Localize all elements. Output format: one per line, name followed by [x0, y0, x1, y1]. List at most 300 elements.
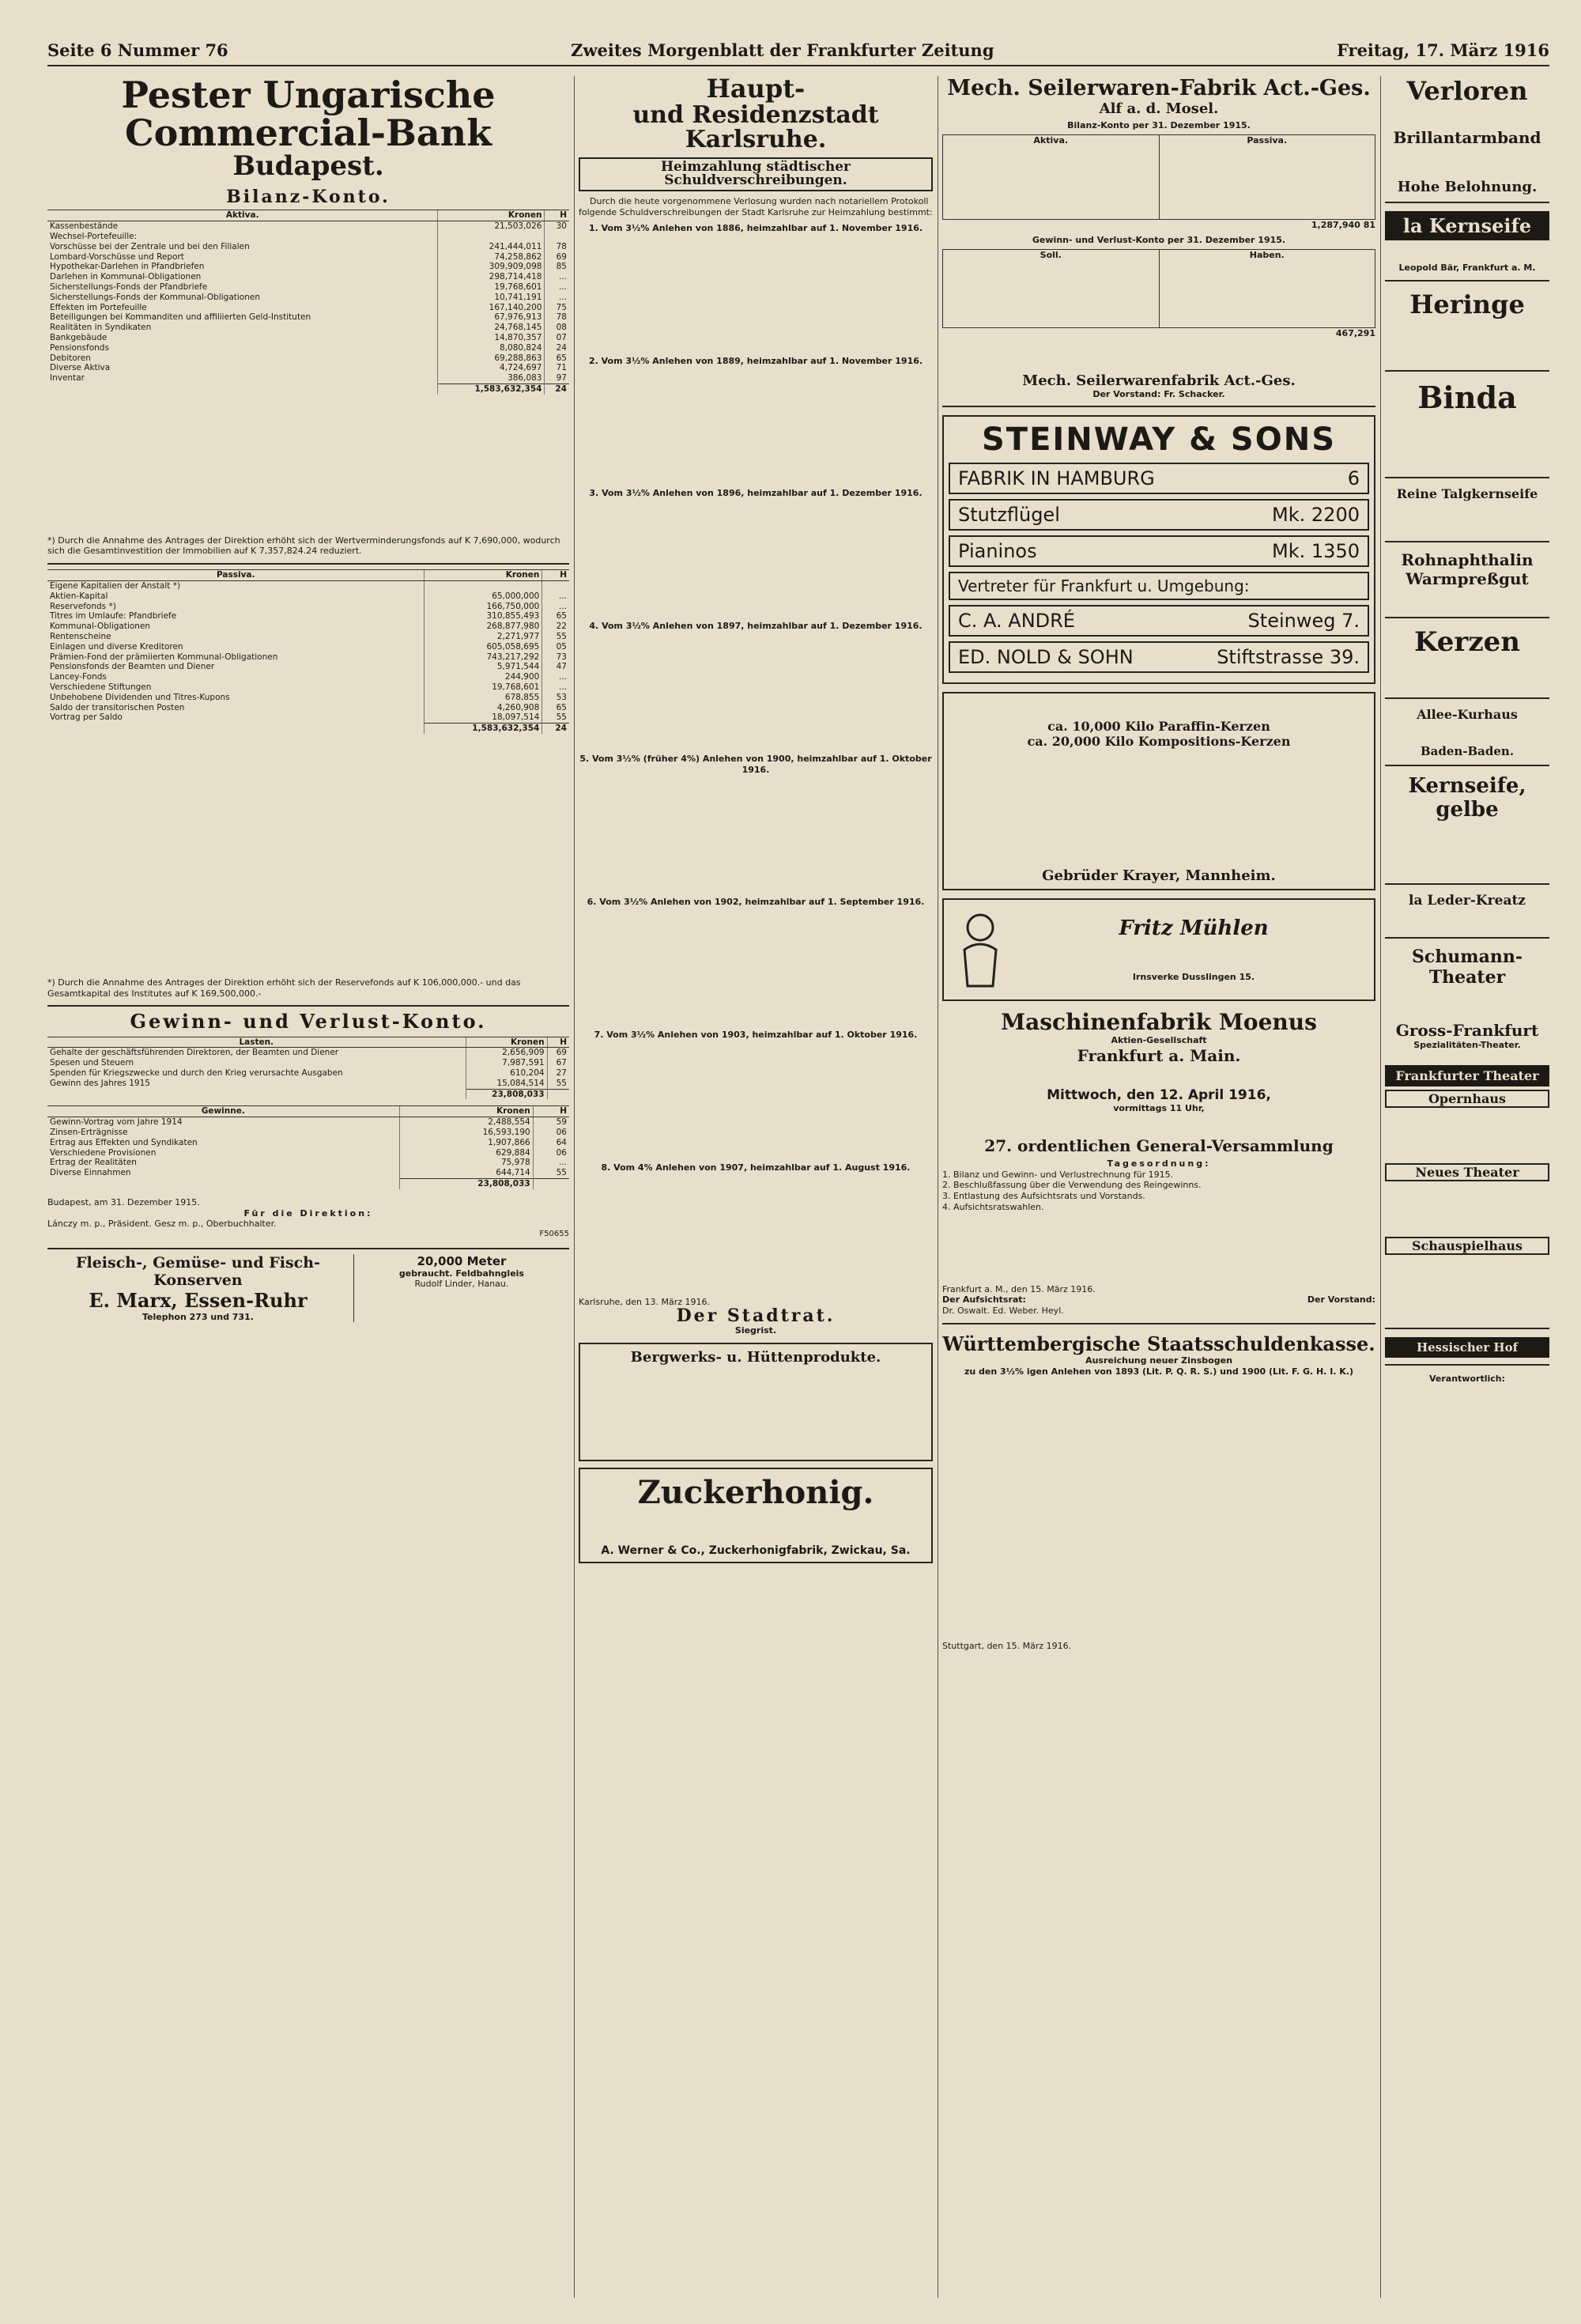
ad-meter-title: 20,000 Meter — [417, 1253, 507, 1268]
ffm-theater-title: Frankfurter Theater — [1385, 1065, 1549, 1086]
karlsruhe-number-list — [579, 499, 933, 618]
passiva-table — [47, 569, 569, 734]
steinway-vertreter-text: Vertreter für Frankfurt u. Umgebung: — [958, 576, 1250, 596]
seil-vorstand: Mech. Seilerwarenfabrik Act.-Ges. — [1022, 372, 1296, 389]
row-label: Titres im Umlaufe: Pfandbriefe — [50, 611, 177, 622]
karlsruhe-intro: Durch die heute vorgenommene Verlosung wurden nach notariellem Protokoll folgende Schuldverschreibungen der Stadt Karlsruhe zur Heimzahlung bestimmt: — [579, 196, 933, 218]
row-h: 78 — [545, 242, 569, 252]
ad-zucker-firm: A. Werner & Co., Zuckerhonigfabrik, Zwickau, Sa. — [601, 1544, 911, 1558]
gewinne-row — [47, 1128, 569, 1138]
row-h: ... — [545, 293, 569, 303]
sign-place: Budapest, am 31. Dezember 1915. — [47, 1196, 200, 1207]
aktiva-total-h: 24 — [545, 384, 569, 394]
brillant-text — [1385, 147, 1549, 179]
karlsruhe-number-list — [579, 1173, 933, 1292]
seil-passiva: Passiva. — [1247, 134, 1288, 145]
divider — [47, 563, 569, 565]
aktiva-heading: Aktiva. — [47, 210, 438, 221]
wuertt-sub: Ausreichung neuer Zinsbogen — [1085, 1355, 1232, 1366]
steinway-price-row — [949, 499, 1369, 531]
row-kronen: 678,855 — [424, 693, 542, 703]
steinway-model: Pianinos — [958, 540, 1037, 563]
moenus-intro — [942, 1065, 1375, 1087]
passiva-row — [47, 602, 569, 612]
row-label: Eigene Kapitalien der Anstalt *) — [50, 581, 181, 591]
row-label: Zinsen-Erträgnisse — [50, 1128, 128, 1138]
passiva-row — [47, 642, 569, 652]
seil-aktiva-lines — [943, 146, 1159, 219]
passiva-row — [47, 712, 569, 723]
moenus-agenda-title: Tagesordnung: — [1107, 1158, 1211, 1169]
moenus-date: Mittwoch, den 12. April 1916, — [1047, 1087, 1271, 1103]
ad-muehlen — [942, 898, 1375, 1001]
row-h: 08 — [545, 323, 569, 333]
row-h: ... — [542, 602, 569, 612]
row-h: 55 — [542, 712, 569, 723]
aktiva-row — [47, 282, 569, 293]
aktiva-row — [47, 303, 569, 313]
karlsruhe-title-1: Haupt- — [706, 76, 806, 104]
row-kronen: 16,593,190 — [399, 1128, 533, 1138]
steinway-andre — [949, 605, 1369, 637]
row-h: 85 — [545, 262, 569, 272]
karlsruhe-number-list — [579, 1041, 933, 1159]
row-kronen: 15,084,514 — [466, 1079, 547, 1089]
muehlen-text — [1018, 940, 1369, 972]
verloren-text — [1385, 106, 1549, 128]
row-label: Diverse Aktiva — [50, 363, 111, 373]
row-h: ... — [533, 1158, 569, 1168]
bottom-ads — [47, 1248, 569, 1323]
passiva-row — [47, 662, 569, 672]
seil-total-h: 81 — [1363, 219, 1375, 230]
karlsruhe-sections — [579, 223, 933, 1292]
col-kronen: Kronen — [424, 570, 542, 581]
row-kronen: 18,097,514 — [424, 712, 542, 723]
row-label: Kassenbestände — [50, 221, 119, 232]
gewinne-total: 23,808,033 — [399, 1179, 533, 1189]
verantwortlich — [1385, 1374, 1549, 1429]
row-h — [545, 232, 569, 242]
steinway-andre-addr: Steinweg 7. — [1247, 610, 1360, 633]
moenus-names: Dr. Oswalt. Ed. Weber. Heyl. — [942, 1306, 1064, 1316]
ad-talgkernseife — [1385, 486, 1549, 542]
aktiva-row — [47, 221, 569, 232]
heringe-title: Heringe — [1409, 289, 1525, 319]
heringe-text — [1385, 319, 1549, 364]
steinway-nold — [949, 641, 1369, 673]
moenus-ar: Der Aufsichtsrat: — [942, 1294, 1026, 1306]
row-kronen: 14,870,357 — [438, 333, 545, 343]
schumann-text — [1385, 988, 1549, 1021]
gewinne-row — [47, 1148, 569, 1158]
stadtrat: Der Stadtrat. — [676, 1306, 836, 1327]
lasten-table — [47, 1037, 569, 1100]
ad-zucker-text — [585, 1511, 926, 1544]
moenus-place: Frankfurt a. M., den 15. März 1916. — [942, 1283, 1096, 1294]
row-label: Sicherstellungs-Fonds der Kommunal-Obligationen — [50, 292, 260, 302]
row-kronen: 4,724,697 — [438, 363, 545, 373]
row-label: Aktien-Kapital — [50, 591, 108, 601]
passiva-heading: Passiva. — [47, 570, 424, 581]
row-kronen: 4,260,908 — [424, 703, 542, 713]
sign-names: Lánczy m. p., Präsident. Gesz m. p., Oberbuchhalter. — [47, 1219, 277, 1230]
row-label: Diverse Einnahmen — [50, 1168, 131, 1178]
gross-sub: Spezialitäten-Theater. — [1413, 1039, 1521, 1050]
row-kronen: 2,271,977 — [424, 632, 542, 642]
karlsruhe-section-heading: 3. Vom 3½% Anlehen von 1896, heimzahlbar auf 1. Dezember 1916. — [589, 488, 923, 499]
kerzen-title: Kerzen — [1413, 625, 1520, 658]
karlsruhe-section-heading: 6. Vom 3½% Anlehen von 1902, heimzahlbar auf 1. September 1916. — [587, 897, 925, 908]
row-h: 30 — [545, 221, 569, 232]
krayer-firm: Gebrüder Krayer, Mannheim. — [1042, 867, 1276, 885]
row-kronen: 74,258,862 — [438, 252, 545, 263]
aktiva-row — [47, 333, 569, 343]
row-kronen: 21,503,026 — [438, 221, 545, 232]
row-h: 67 — [547, 1058, 569, 1068]
karlsruhe-section-heading: 7. Vom 3½% Anlehen von 1903, heimzahlbar auf 1. Oktober 1916. — [594, 1030, 918, 1041]
passiva-total-h: 24 — [542, 724, 569, 734]
row-label: Beteiligungen bei Kommanditen und affiliierten Geld-Instituten — [50, 312, 311, 323]
aktiva-row — [47, 373, 569, 384]
row-label: Gehalte der geschäftsführenden Direktoren, der Beamten und Diener — [50, 1048, 339, 1058]
gewinne-row — [47, 1117, 569, 1128]
steinway-vertreter — [949, 572, 1369, 600]
lasten-row — [47, 1079, 569, 1089]
seil-haben: Haben. — [1249, 250, 1285, 260]
child-illustration-icon — [949, 910, 1012, 989]
column-rule — [1380, 76, 1381, 2298]
lasten-heading: Lasten. — [47, 1037, 466, 1048]
rohnaph-text — [1385, 588, 1549, 610]
row-kronen: 2,488,554 — [399, 1117, 533, 1128]
ad-marx — [47, 1254, 349, 1323]
row-label: Saldo der transitorischen Posten — [50, 702, 185, 712]
sign-direction: Für die Direktion: — [243, 1207, 373, 1219]
col-kronen: Kronen — [466, 1037, 547, 1048]
ad-bergwerk-text — [585, 1369, 926, 1448]
row-label: Gewinn-Vortrag vom Jahre 1914 — [50, 1117, 183, 1128]
col-h: H — [533, 1106, 569, 1117]
column-classifieds — [1385, 76, 1549, 1428]
row-label: Lancey-Fonds — [50, 672, 107, 682]
passiva-row — [47, 652, 569, 663]
kernseife-firm: Leopold Bär, Frankfurt a. M. — [1398, 263, 1536, 273]
lasten-row — [47, 1048, 569, 1058]
row-label: Wechsel-Portefeuille: — [50, 231, 138, 241]
passiva-detail-lines — [47, 737, 569, 974]
passiva-row — [47, 703, 569, 713]
binda-title: Binda — [1417, 379, 1517, 415]
row-label: Ertrag aus Effekten und Syndikaten — [50, 1137, 198, 1147]
steinway-price: Mk. 1350 — [1272, 540, 1360, 563]
ad-rohnaphthalin — [1385, 550, 1549, 618]
steinway-nold-name: ED. NOLD & SOHN — [958, 646, 1134, 669]
row-label: Kommunal-Obligationen — [50, 622, 151, 632]
lasten-total: 23,808,033 — [466, 1089, 547, 1099]
gewinne-row — [47, 1138, 569, 1148]
passiva-row — [47, 632, 569, 642]
kurhaus-text — [1385, 722, 1549, 744]
steinway-fabrik — [949, 463, 1369, 494]
brillant-title: Brillantarmband — [1393, 128, 1541, 147]
moenus-agenda-item: 1. Bilanz und Gewinn- und Verlustrechnung für 1915. — [942, 1169, 1174, 1180]
ad-heringe — [1385, 289, 1549, 372]
kurhaus-city: Baden-Baden. — [1420, 743, 1515, 758]
row-label: Unbehobene Dividenden und Titres-Kupons — [50, 692, 230, 702]
row-label: Ertrag der Realitäten — [50, 1158, 137, 1168]
seil-total-value: 1,287,940 — [1311, 219, 1360, 230]
col-h: H — [545, 210, 569, 221]
seil-total — [942, 220, 1375, 231]
issue-date: Freitag, 17. März 1916 — [1336, 40, 1549, 60]
row-kronen: 309,909,098 — [438, 262, 545, 272]
row-kronen: 166,750,000 — [424, 602, 542, 612]
row-kronen: 65,000,000 — [424, 591, 542, 602]
ad-zucker-title: Zuckerhonig. — [637, 1474, 874, 1512]
rohnaph-title: Rohnaphthalin Warmpreßgut — [1401, 550, 1534, 588]
row-kronen: 19,768,601 — [424, 682, 542, 693]
aktiva-row — [47, 353, 569, 364]
aktiva-row — [47, 272, 569, 282]
col-kronen: Kronen — [399, 1106, 533, 1117]
ad-meter — [353, 1254, 569, 1323]
row-label: Darlehen in Kommunal-Obligationen — [50, 272, 202, 282]
seil-haben-lines — [1160, 261, 1375, 327]
row-kronen: 386,083 — [438, 373, 545, 384]
row-h: ... — [542, 672, 569, 682]
seil-guv-table — [942, 249, 1375, 328]
moenus-location — [942, 1114, 1375, 1136]
steinway-title: STEINWAY & SONS — [981, 421, 1337, 459]
neues-title: Neues Theater — [1385, 1163, 1549, 1181]
ad-bergwerk-title: Bergwerks- u. Hüttenprodukte. — [630, 1349, 881, 1366]
aktiva-row — [47, 252, 569, 263]
row-h: ... — [542, 682, 569, 693]
row-h: 06 — [533, 1148, 569, 1158]
leder-title: la Leder-Kreatz — [1409, 892, 1526, 909]
newspaper-page — [47, 35, 1549, 2296]
row-label: Gewinn des Jahres 1915 — [50, 1078, 150, 1088]
ad-marx-firm: E. Marx, Essen-Ruhr — [89, 1288, 308, 1312]
row-h: 24 — [545, 343, 569, 353]
row-h: 55 — [533, 1168, 569, 1178]
lasten-row — [47, 1068, 569, 1079]
aktiva-table — [47, 210, 569, 394]
row-kronen — [424, 581, 542, 591]
schumann-title: Schumann-Theater — [1412, 946, 1523, 988]
aktiva-row — [47, 262, 569, 272]
ad-meter-firm: Rudolf Linder, Hanau. — [414, 1279, 509, 1290]
row-h: 69 — [547, 1048, 569, 1058]
bank-city: Budapest. — [232, 149, 384, 182]
guv-title: Gewinn- und Verlust-Konto. — [130, 1010, 487, 1034]
ad-row-krayer — [942, 692, 1375, 890]
row-h: 27 — [547, 1068, 569, 1079]
row-h: 06 — [533, 1128, 569, 1138]
row-label: Effekten im Portefeuille — [50, 302, 147, 312]
row-h: ... — [542, 591, 569, 602]
gross-title: Gross-Frankfurt — [1395, 1020, 1539, 1040]
muehlen-city: Irnsverke Dusslingen 15. — [1132, 972, 1255, 983]
ad-marx-tel: Telephon 273 und 731. — [141, 1311, 254, 1322]
row-label: Spenden für Kriegszwecke und durch den Krieg verursachte Ausgaben — [50, 1068, 343, 1079]
verant-title: Verantwortlich: — [1428, 1373, 1505, 1384]
row-h — [542, 581, 569, 591]
row-label: Verschiedene Stiftungen — [50, 682, 152, 692]
row-label: Vortrag per Saldo — [50, 712, 123, 723]
moenus-signatories — [942, 1294, 1375, 1306]
page-number: Seite 6 Nummer 76 — [47, 40, 228, 60]
row-kronen: 268,877,980 — [424, 622, 542, 632]
row-kronen: 310,855,493 — [424, 611, 542, 622]
steinway-model: Stutzflügel — [958, 504, 1060, 527]
col-h: H — [542, 570, 569, 581]
row-kronen: 69,288,863 — [438, 353, 545, 364]
row-label: Einlagen und diverse Kreditoren — [50, 641, 183, 652]
karlsruhe-section-heading: 1. Vom 3½% Anlehen von 1886, heimzahlbar auf 1. November 1916. — [588, 222, 923, 233]
row-h: 64 — [533, 1138, 569, 1148]
ad-binda — [1385, 380, 1549, 478]
wuertt-sub2: zu den 3½% igen Anlehen von 1893 (Lit. P. Q. R. S.) und 1900 (Lit. F. G. H. I. K.) — [964, 1366, 1354, 1377]
row-h: 59 — [533, 1117, 569, 1128]
kernseife-gelbe-text — [1385, 822, 1549, 877]
row-h: 65 — [542, 611, 569, 622]
aktiva-row — [47, 232, 569, 242]
aktiva-total: 1,583,632,354 — [438, 384, 545, 394]
talg-text — [1385, 501, 1549, 535]
row-h: 78 — [545, 312, 569, 323]
newspaper-title: Zweites Morgenblatt der Frankfurter Zeitung — [571, 40, 994, 60]
passiva-row — [47, 672, 569, 682]
row-h: 05 — [542, 642, 569, 652]
seil-vorstand-sub: Der Vorstand: Fr. Schacker. — [1092, 388, 1225, 399]
seil-aktiva: Aktiva. — [1033, 134, 1069, 145]
moenus-vorstand: Der Vorstand: — [1307, 1294, 1375, 1306]
kernseife-title: la Kernseife — [1385, 211, 1549, 240]
karlsruhe-number-list — [579, 234, 933, 353]
row-label: Inventar — [50, 373, 85, 384]
seil-soll-lines — [943, 261, 1159, 327]
row-label: Debitoren — [50, 353, 91, 363]
moenus-gv: 27. ordentlichen General-Versammlung — [984, 1136, 1334, 1155]
row-kronen: 5,971,544 — [424, 662, 542, 672]
row-h: 53 — [542, 693, 569, 703]
row-h: 75 — [545, 303, 569, 313]
aktiva-row — [47, 293, 569, 303]
row-h: 69 — [545, 252, 569, 263]
passiva-row — [47, 581, 569, 591]
kernseife-text — [1385, 240, 1549, 263]
seil-passiva-lines — [1160, 146, 1375, 219]
steinway-fab-label: FABRIK IN HAMBURG — [958, 467, 1155, 490]
ad-wuerttemberg — [942, 1332, 1375, 1652]
row-h: ... — [545, 282, 569, 293]
moenus-sub: Aktien-Gesellschaft — [1111, 1035, 1207, 1046]
karlsruhe-subtitle: Heimzahlung städtischer Schuldverschreibungen. — [579, 157, 933, 192]
col-kronen: Kronen — [438, 210, 545, 221]
column-bank — [47, 76, 569, 1322]
leder-text — [1385, 909, 1549, 931]
row-kronen: 644,714 — [399, 1168, 533, 1178]
karlsruhe-number-list — [579, 775, 933, 894]
row-h: 07 — [545, 333, 569, 343]
column-rule — [574, 76, 575, 2298]
seil-title: Mech. Seilerwaren-Fabrik Act.-Ges. — [947, 76, 1371, 100]
passiva-row — [47, 591, 569, 602]
stadtrat-sign: Siegrist. — [734, 1325, 777, 1336]
steinway-andre-name: C. A. ANDRÉ — [958, 610, 1075, 633]
aktiva-row — [47, 343, 569, 353]
ad-theater — [1385, 947, 1549, 1329]
row-label: Realitäten in Syndikaten — [50, 323, 152, 333]
stadtrat-place: Karlsruhe, den 13. März 1916. — [579, 1296, 711, 1307]
col-h: H — [547, 1037, 569, 1048]
passiva-footnote: *) Durch die Annahme des Antrages der Direktion erhöht sich der Reservefonds auf K 106,000,000.- und das Gesamtkapital des Institutes auf K 169,500,000.- — [47, 977, 521, 999]
ad-hessischer-hof — [1385, 1337, 1549, 1366]
krayer-intro — [949, 698, 1369, 719]
kerzen-text — [1385, 658, 1549, 691]
karlsruhe-title-2: und Residenzstadt Karlsruhe. — [632, 100, 879, 154]
moenus-title: Maschinenfabrik Moenus — [1001, 1009, 1317, 1036]
row-kronen: 743,217,292 — [424, 652, 542, 663]
aktiva-row — [47, 323, 569, 333]
ad-verloren — [1385, 76, 1549, 203]
moenus-agenda — [942, 1170, 1375, 1213]
wuertt-place: Stuttgart, den 15. März 1916. — [942, 1641, 1072, 1652]
row-kronen: 298,714,418 — [438, 272, 545, 282]
divider — [47, 1005, 569, 1007]
talg-title: Reine Talgkernseife — [1396, 486, 1538, 501]
row-h: 73 — [542, 652, 569, 663]
row-h: ... — [545, 272, 569, 282]
row-h: 55 — [547, 1079, 569, 1089]
row-kronen: 605,058,695 — [424, 642, 542, 652]
row-kronen: 10,741,191 — [438, 293, 545, 303]
verant-text — [1385, 1384, 1549, 1428]
row-kronen — [438, 232, 545, 242]
row-label: Verschiedene Provisionen — [50, 1147, 157, 1158]
seil-soll: Soll. — [1040, 250, 1062, 260]
column-karlsruhe — [579, 76, 933, 1563]
row-h: 65 — [545, 353, 569, 364]
moenus-city: Frankfurt a. Main. — [1077, 1046, 1241, 1065]
row-h: 55 — [542, 632, 569, 642]
aktiva-row — [47, 363, 569, 373]
seil-note — [942, 339, 1375, 372]
row-h: 47 — [542, 662, 569, 672]
passiva-row — [47, 622, 569, 632]
ad-marx-title: Fleisch-, Gemüse- und Fisch-Konserven — [75, 1253, 320, 1289]
aktiva-detail-lines — [47, 398, 569, 532]
row-kronen: 241,444,011 — [438, 242, 545, 252]
kernseife-gelbe-title: Kernseife, gelbe — [1408, 773, 1526, 822]
seil-guv-total: 467,291 — [1335, 327, 1375, 338]
ad-seilerwaren — [942, 76, 1375, 407]
belohnung: Hohe Belohnung. — [1397, 179, 1538, 195]
krayer-line-2: ca. 20,000 Kilo Kompositions-Kerzen — [1027, 734, 1291, 750]
row-label: Pensionsfonds — [50, 342, 109, 353]
row-h: 97 — [545, 373, 569, 384]
row-label: Sicherstellungs-Fonds der Pfandbriefe — [50, 282, 208, 292]
aktiva-footnote: *) Durch die Annahme des Antrages der Direktion erhöht sich der Wertverminderungsfonds auf K 7,690,000, wodurch sich die Gesamtinvestition der Immobilien auf K 7,357,824.24 reduziert. — [47, 535, 560, 557]
steinway-nold-addr: Stiftstrasse 39. — [1217, 646, 1360, 669]
row-kronen: 24,768,145 — [438, 323, 545, 333]
row-kronen: 7,987,591 — [466, 1058, 547, 1068]
masthead — [47, 35, 1549, 66]
krayer-line-1: ca. 10,000 Kilo Paraffin-Kerzen — [1047, 719, 1270, 735]
gross-text — [1385, 1051, 1549, 1062]
